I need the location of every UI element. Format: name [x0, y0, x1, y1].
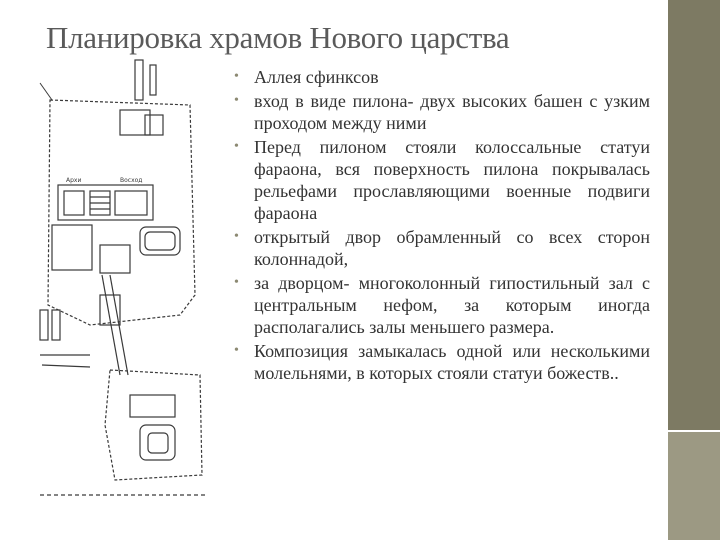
bullet-text: Перед пилоном стояли колоссальные статуи фараона, вся поверхность пилона покрывалась рельефами прославляющими военные подвиги фараона	[254, 137, 650, 223]
bullet-icon: •	[234, 93, 239, 108]
bullet-text: за дворцом- многоколонный гипостильный зал с центральным нефом, за которым иногда располагались залы меньшего размера.	[254, 273, 650, 337]
bullet-text: Композиция замыкалась одной или несколькими молельнями, в которых стояли статуи божеств..	[254, 341, 650, 383]
bullet-item	[228, 272, 650, 338]
bullet-text: открытый двор обрамленный со всех сторон колоннадой,	[254, 227, 650, 269]
bullet-icon: •	[234, 343, 239, 358]
accent-bar-top	[668, 0, 720, 432]
accent-side-bar	[668, 0, 720, 540]
slide-title: Планировка храмов Нового царства	[46, 20, 510, 55]
plan-label-left: Архи	[66, 177, 82, 184]
bullet-text: Аллея сфинксов	[254, 67, 379, 87]
temple-plan-image	[30, 55, 220, 510]
bullet-icon: •	[234, 69, 239, 84]
bullet-icon: •	[234, 229, 239, 244]
bullet-item	[228, 340, 650, 384]
temple-plan-drawing	[30, 55, 220, 510]
bullet-icon: •	[234, 275, 239, 290]
bullet-icon: •	[234, 139, 239, 154]
bullet-item	[228, 226, 650, 270]
accent-bar-bottom	[668, 432, 720, 540]
bullet-item	[228, 136, 650, 224]
bullet-item	[228, 66, 650, 88]
bullet-item	[228, 90, 650, 134]
plan-label-right: Восход	[120, 177, 143, 184]
bullet-list	[228, 66, 650, 386]
bullet-text: вход в виде пилона- двух высоких башен с узким проходом между ними	[254, 91, 650, 133]
